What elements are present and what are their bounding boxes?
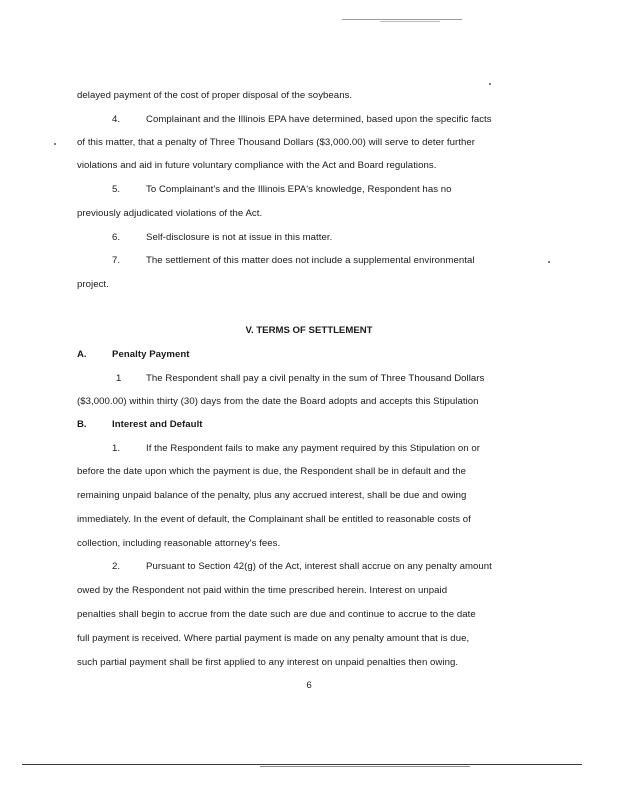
paragraph-number: 2. <box>112 561 121 572</box>
subsection-title: Interest and Default <box>112 419 203 430</box>
scan-artifact-top-2 <box>380 21 440 22</box>
text-line: previously adjudicated violations of the Act. <box>77 208 263 219</box>
text-line: such partial payment shall be first applied to any interest on unpaid penalties then owing. <box>77 657 459 668</box>
text-line: project. <box>77 279 109 290</box>
subsection-letter: B. <box>77 419 87 430</box>
scan-artifact-bottom-2 <box>260 766 470 767</box>
text-line: delayed payment of the cost of proper disposal of the soybeans. <box>77 90 353 101</box>
paragraph-number: 4. <box>112 114 121 125</box>
text-line: Pursuant to Section 42(g) of the Act, interest shall accrue on any penalty amount <box>146 561 492 572</box>
text-line: Complainant and the Illinois EPA have determined, based upon the specific facts <box>146 114 492 125</box>
scan-artifact-bottom <box>22 764 582 765</box>
scan-speck <box>489 83 491 85</box>
text-line: of this matter, that a penalty of Three Thousand Dollars ($3,000.00) will serve to deter further <box>77 137 475 148</box>
paragraph-number: 1 <box>116 373 122 384</box>
paragraph-number: 5. <box>112 184 121 195</box>
text-line: violations and aid in future voluntary compliance with the Act and Board regulations. <box>77 160 437 171</box>
paragraph-number: 7. <box>112 255 121 266</box>
paragraph-number: 6. <box>112 232 121 243</box>
scan-speck <box>548 261 550 263</box>
text-line: The Respondent shall pay a civil penalty in the sum of Three Thousand Dollars <box>146 373 485 384</box>
text-line: collection, including reasonable attorney's fees. <box>77 538 281 549</box>
text-line: The settlement of this matter does not include a supplemental environmental <box>146 255 475 266</box>
text-line: remaining unpaid balance of the penalty, plus any accrued interest, shall be due and owing <box>77 490 467 501</box>
page-number: 6 <box>306 680 312 691</box>
text-line: owed by the Respondent not paid within the time prescribed herein. Interest on unpaid <box>77 585 448 596</box>
text-line: If the Respondent fails to make any payment required by this Stipulation on or <box>146 443 481 454</box>
scan-artifact-top <box>342 19 462 20</box>
text-line: penalties shall begin to accrue from the date such are due and continue to accrue to the date <box>77 609 476 620</box>
text-line: immediately. In the event of default, the Complainant shall be entitled to reasonable costs of <box>77 514 471 525</box>
text-line: Self-disclosure is not at issue in this matter. <box>146 232 333 243</box>
scan-speck <box>54 143 56 145</box>
text-line: To Complainant's and the Illinois EPA's knowledge, Respondent has no <box>146 184 452 195</box>
text-line: full payment is received. Where partial payment is made on any penalty amount that is due, <box>77 633 470 644</box>
text-line: before the date upon which the payment is due, the Respondent shall be in default and the <box>77 466 467 477</box>
section-heading: V. TERMS OF SETTLEMENT <box>245 325 373 336</box>
subsection-letter: A. <box>77 349 87 360</box>
paragraph-number: 1. <box>112 443 121 454</box>
subsection-title: Penalty Payment <box>112 349 190 360</box>
text-line: ($3,000.00) within thirty (30) days from the date the Board adopts and accepts this Stipulation <box>77 396 479 407</box>
